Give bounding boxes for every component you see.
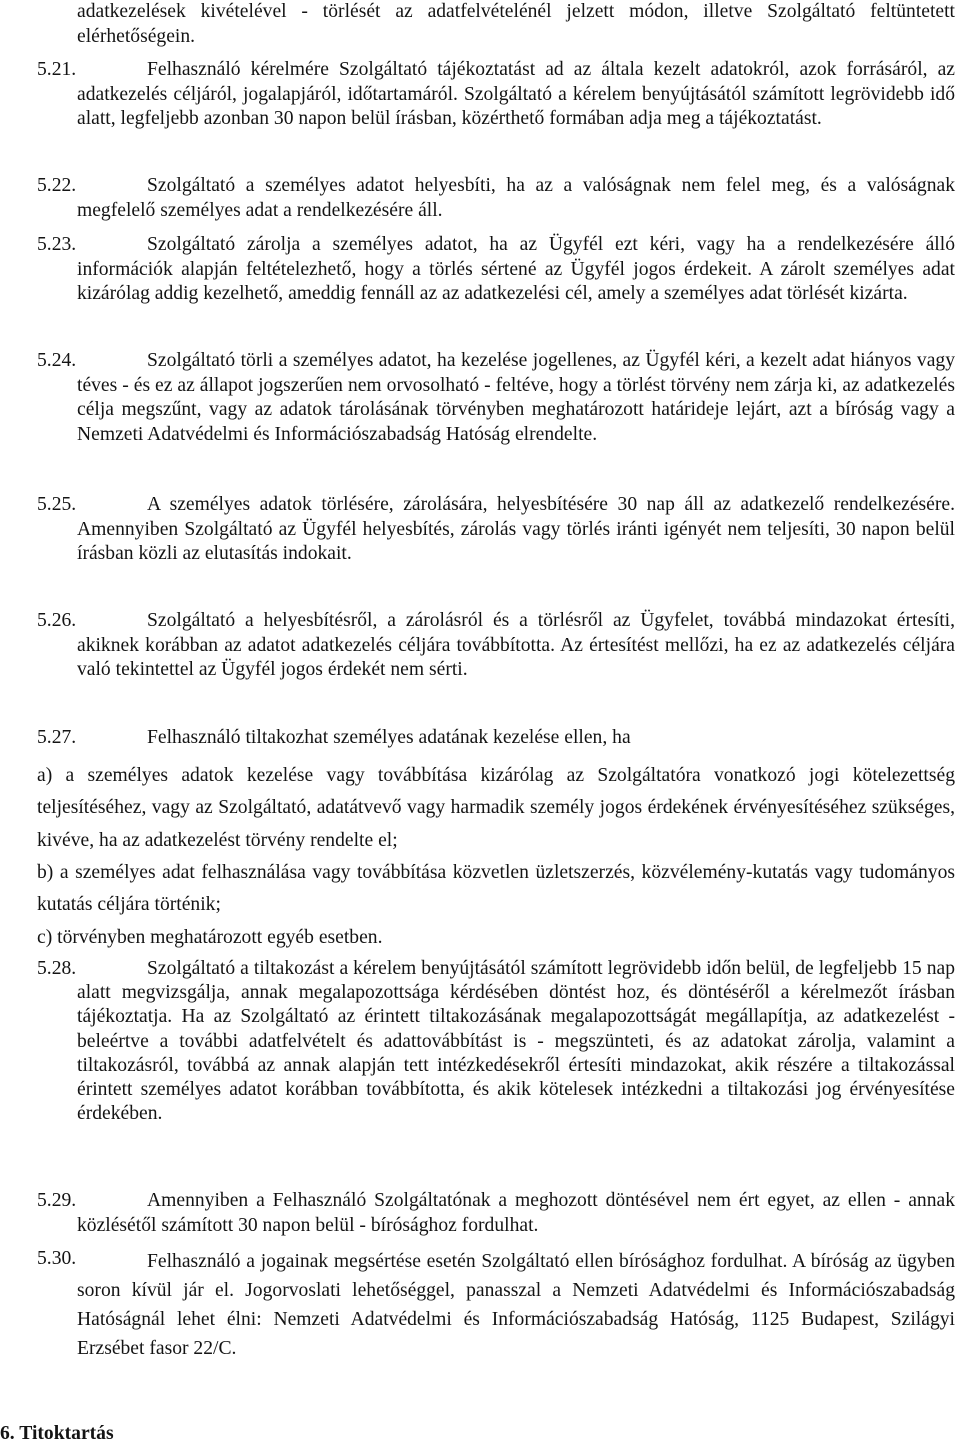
paragraph-text: Szolgáltató a helyesbítésről, a zárolásról és a törlésről az Ügyfelet, továbbá mindazokat értesíti, akiknek korábban az adatot adatkezelés céljára továbbította. Az értesítést mellőzi, ha ez az adatkezelés céljára való tekintettel az Ügyfél jogos érdekét nem sérti. xyxy=(77,610,955,681)
section-number: 5.22. xyxy=(37,175,77,196)
paragraph-5-23 xyxy=(77,233,955,307)
paragraph-text: Felhasználó a jogainak megsértése esetén Szolgáltató ellen bírósághoz fordulhat. A bíróság az ügyben soron kívül jár el. Jogorvoslati lehetőséggel, panasszal a Nemzeti Adatvédelmi és Információszabadság Hatóságnál lehet élni: Nemzeti Adatvédelmi és Információszabadság Hatóság, 1125 Budapest, Szilágyi Erzsébet fasor 22/C. xyxy=(77,1251,955,1359)
paragraph-5-28 xyxy=(77,957,955,1126)
paragraph-text: Szolgáltató törli a személyes adatot, ha kezelése jogellenes, az Ügyfél kéri, a kezelt adat hiányos vagy téves - és ez az állapot jogszerűen nem orvosolható - feltéve, hogy a törlést törvény nem zárja ki, az adatkezelés célja megszűnt, vagy az adatok tárolásának törvényben meghatározott határideje lejárt, azt a bíróság vagy a Nemzeti Adatvédelmi és Információszabadság Hatóság elrendelte. xyxy=(77,350,955,445)
paragraph-5-21 xyxy=(77,58,955,132)
section-number: 5.30. xyxy=(37,1248,77,1269)
section-number: 5.29. xyxy=(37,1190,77,1211)
section-heading: 6. Titoktartás xyxy=(0,1423,114,1444)
section-number: 5.27. xyxy=(37,727,77,748)
section-number: 5.23. xyxy=(37,234,77,255)
paragraph-text: Felhasználó kérelmére Szolgáltató tájékoztatást ad az általa kezelt adatokról, azok forrásáról, az adatkezelés céljáról, jogalapjáról, időtartamáról. Szolgáltató a kérelem benyújtásától számított legrövidebb idő alatt, legfeljebb azonban 30 napon belül írásban, közérthető formában adja meg a tájékoztatást. xyxy=(77,59,955,130)
paragraph-text: A személyes adatok törlésére, zárolására, helyesbítésére 30 nap áll az adatkezelő rendelkezésére. Amennyiben Szolgáltató az Ügyfél helyesbítés, zárolás vagy törlés iránti igényét nem teljesíti, 30 napon belül írásban közli az elutasítás indokait. xyxy=(77,494,955,565)
paragraph-5-27 xyxy=(77,726,955,751)
subitem-text: c) törvényben meghatározott egyéb esetben. xyxy=(37,927,383,948)
subitem-a xyxy=(37,760,955,857)
subitem-c xyxy=(37,922,955,954)
section-number: 5.24. xyxy=(37,350,77,371)
paragraph-5-24 xyxy=(77,349,955,447)
paragraph-5-29 xyxy=(77,1189,955,1238)
paragraph-text: Felhasználó tiltakozhat személyes adatának kezelése ellen, ha xyxy=(147,727,631,748)
intro-paragraph xyxy=(77,0,955,49)
section-number: 5.25. xyxy=(37,494,77,515)
subitem-b xyxy=(37,857,955,922)
section-number: 5.28. xyxy=(37,958,77,979)
subitem-text: b) a személyes adat felhasználása vagy továbbítása közvetlen üzletszerzés, közvélemény-kutatás vagy tudományos kutatás céljára történik; xyxy=(37,862,955,916)
paragraph-text: Amennyiben a Felhasználó Szolgáltatónak a meghozott döntésével nem ért egyet, az ellen - annak közlésétől számított 30 napon belül - bírósághoz fordulhat. xyxy=(77,1190,955,1236)
paragraph-text: adatkezelések kivételével - törlését az adatfelvételénél jelzett módon, illetve Szolgáltató feltüntetett elérhetőségein. xyxy=(77,1,955,47)
paragraph-5-26 xyxy=(77,609,955,683)
section-number: 5.21. xyxy=(37,59,77,80)
paragraph-5-30 xyxy=(77,1247,955,1363)
paragraph-text: Szolgáltató a személyes adatot helyesbíti, ha az a valóságnak nem felel meg, és a valóságnak megfelelő személyes adat a rendelkezésére áll. xyxy=(77,175,955,221)
section-number: 5.26. xyxy=(37,610,77,631)
paragraph-5-22 xyxy=(77,174,955,223)
paragraph-5-25 xyxy=(77,493,955,567)
subitem-text: a) a személyes adatok kezelése vagy továbbítása kizárólag az Szolgáltatóra vonatkozó jogi kötelezettség teljesítéséhez, vagy az Szolgáltató, adatátvevő vagy harmadik személy jogos érdekének érvényesítéséhez szükséges, kivéve, ha az adatkezelést törvény rendelte el; xyxy=(37,765,955,851)
paragraph-text: Szolgáltató a tiltakozást a kérelem benyújtásától számított legrövidebb időn belül, de legfeljebb 15 nap alatt megvizsgálja, annak megalapozottsága kérdésében döntést hoz, és döntéséről a kérelmezőt írásban tájékoztatja. Ha az Szolgáltató az érintett tiltakozásának megalapozottságát megállapítja, az adatkezelést - beleértve a további adatfelvételt és adattovábbítást is - megszünteti, és az adatokat zárolja, valamint a tiltakozásról, továbbá az annak alapján tett intézkedésekről értesíti mindazokat, akik részére a tiltakozással érintett személyes adatot korábban továbbította, és akik kötelesek intézkedni a tiltakozási jog érvényesítése érdekében. xyxy=(77,958,955,1125)
paragraph-text: Szolgáltató zárolja a személyes adatot, ha az Ügyfél ezt kéri, vagy ha a rendelkezésére álló információk alapján feltételezhető, hogy a törlés sértené az Ügyfél jogos érdekeit. A zárolt személyes adat kizárólag addig kezelhető, ameddig fennáll az az adatkezelési cél, amely a személyes adat törlését kizárta. xyxy=(77,234,955,305)
